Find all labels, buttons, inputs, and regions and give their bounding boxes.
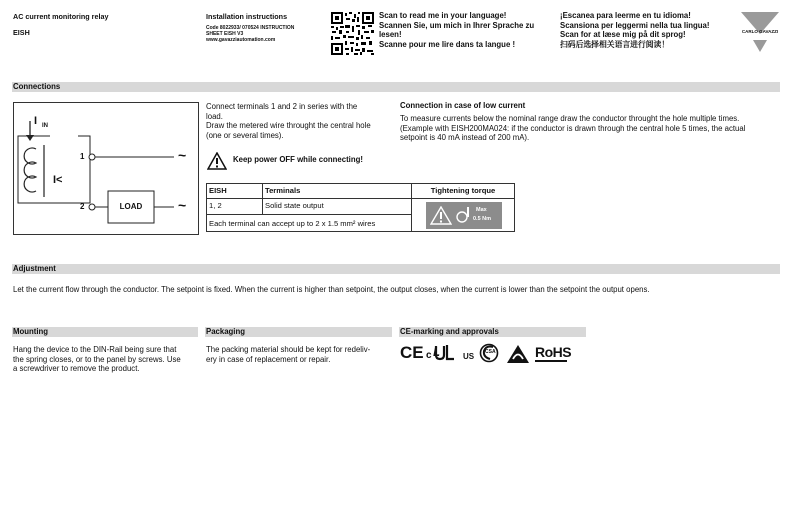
terminal-2-label: 2	[80, 202, 85, 211]
rohs-underline	[535, 360, 567, 362]
warning-icon	[207, 152, 227, 170]
packaging-heading: Packaging	[205, 327, 392, 337]
scan-line: Scansiona per leggermi nella tua lingua!	[560, 20, 710, 30]
table-cell-output-type: Solid state output	[262, 198, 412, 215]
text-line: (Example with EISH200MA024: if the conductor is drawn through the central hole 5 times, the actual	[400, 123, 746, 133]
torque-badge	[426, 202, 502, 229]
adjustment-text: Let the current flow through the conductor. The setpoint is fixed. When the current is higher than setpoint, the output closes, when the current is lower than the setpoint the output opens.	[13, 285, 650, 294]
csa-label: CSA	[485, 349, 496, 355]
rcm-mark-icon	[506, 344, 530, 364]
ul-c-mark: c	[426, 350, 432, 361]
qr-code-icon	[331, 12, 374, 55]
mounting-text	[13, 345, 197, 374]
text-line: the spring closes, or to the panel by screws. Use	[13, 354, 181, 364]
sensor-label: I<	[53, 174, 63, 186]
install-title: Installation instructions	[206, 12, 288, 21]
ul-mark-icon: ʟ	[433, 343, 441, 360]
adjustment-heading: Adjustment	[12, 264, 780, 274]
current-label: I	[34, 115, 38, 127]
brand-name: CARLO GAVAZZI	[741, 29, 779, 34]
scan-line: lesen!	[379, 30, 402, 40]
scan-line: 扫码后选择相关语言进行阅读！	[560, 39, 670, 49]
text-line: ery in case of replacement or repair.	[206, 354, 331, 364]
text-line: Draw the metered wire throught the central hole	[206, 121, 371, 131]
scan-line: ¡Escanea para leerme en tu idioma!	[560, 11, 691, 20]
ul-us-mark: US	[463, 352, 475, 361]
packaging-text	[206, 345, 392, 364]
mounting-heading: Mounting	[12, 327, 198, 337]
table-cell-wire-capacity: Each terminal can accept up to 2 x 1.5 mm² wires	[206, 214, 412, 232]
ce-heading: CE-marking and approvals	[399, 327, 586, 337]
torque-value: 0.5 Nm	[473, 216, 492, 222]
wiring-diagram	[13, 102, 199, 235]
coil-icon	[24, 148, 36, 192]
load-label: LOAD	[119, 202, 143, 211]
scan-line: Scan for at læse mig på dit sprog!	[560, 30, 686, 40]
table-cell-terminal-numbers: 1, 2	[206, 198, 263, 215]
low-current-text	[400, 114, 780, 143]
table-header-torque: Tightening torque	[411, 183, 515, 199]
connections-text	[206, 102, 390, 140]
code-line-2: SHEET EISH V3	[206, 31, 244, 37]
scan-text-col2	[560, 11, 740, 49]
warning-icon	[430, 206, 452, 225]
table-header-terminals: Terminals	[262, 183, 412, 199]
text-line: Connect terminals 1 and 2 in series with the	[206, 102, 358, 111]
terminal-2-icon	[89, 204, 95, 210]
connections-heading: Connections	[12, 82, 780, 92]
text-line: To measure currents below the nominal range draw the conductor throught the hole multiple times.	[400, 114, 740, 123]
text-line: load.	[206, 111, 223, 121]
document-title: AC current monitoring relay	[13, 12, 109, 21]
text-line: setpoint is 40 mA instead of 200 mA).	[400, 133, 530, 143]
model-name: EISH	[13, 28, 30, 37]
low-current-title: Connection in case of low current	[400, 101, 526, 110]
rohs-mark: RoHS	[535, 344, 572, 360]
current-sublabel: IN	[42, 123, 48, 129]
scan-line: Scan to read me in your language!	[379, 11, 507, 20]
website: www.gavazziautomation.com	[206, 37, 276, 43]
text-line: a screwdriver to remove the product.	[13, 364, 140, 374]
scan-line: Scannen Sie, um mich in Ihrer Sprache zu	[379, 20, 535, 30]
text-line: Hang the device to the DIN-Rail being sure that	[13, 345, 177, 354]
scan-line: Scanne pour me lire dans ta langue !	[379, 39, 516, 49]
sensor-housing	[18, 136, 90, 203]
ac-symbol-icon: ~	[178, 197, 187, 213]
text-line: (one or several times).	[206, 130, 284, 140]
screwdriver-icon	[456, 206, 472, 225]
ac-symbol-icon: ~	[178, 147, 187, 163]
warning-text: Keep power OFF while connecting!	[233, 155, 363, 164]
scan-text-col1	[379, 11, 557, 49]
terminal-1-label: 1	[80, 152, 85, 161]
table-header-model: EISH	[206, 183, 263, 199]
text-line: The packing material should be kept for redeliv-	[206, 345, 371, 354]
terminal-1-icon	[89, 154, 95, 160]
ce-mark-icon: CE	[400, 343, 424, 362]
ul-recognized-icon	[434, 344, 456, 362]
code-line-1: Code 8022933/ 070524 INSTRUCTION	[206, 25, 295, 31]
torque-max-label: Max	[476, 207, 487, 213]
